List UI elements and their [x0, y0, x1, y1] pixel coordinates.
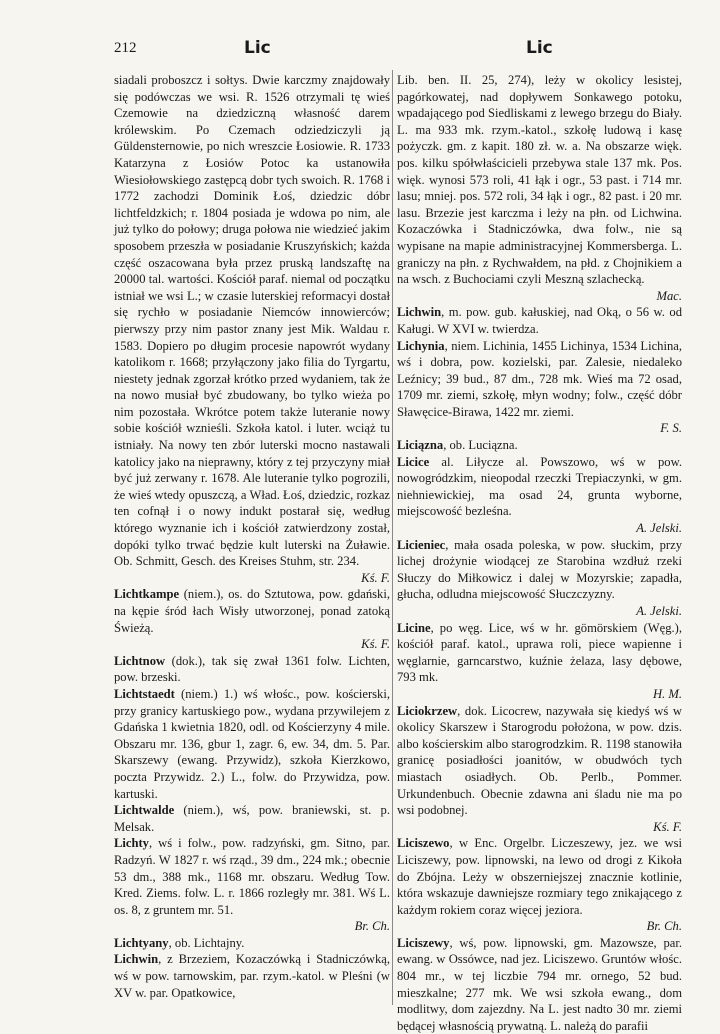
entry-headword: Lichtstaedt [114, 686, 175, 701]
dictionary-entry [397, 454, 682, 537]
entry-paragraph [397, 304, 682, 337]
dictionary-entry [397, 437, 682, 454]
entry-paragraph [397, 338, 682, 421]
entry-paragraph [397, 537, 682, 603]
entry-headword: Lichynia [397, 338, 445, 353]
dictionary-entry [397, 72, 682, 304]
entry-headword: Liciązna [397, 438, 444, 453]
dictionary-entry [114, 72, 390, 586]
entry-headword: Lichty [114, 836, 149, 851]
entry-paragraph [114, 653, 390, 686]
entry-headword: Lichtyany [114, 935, 169, 950]
entry-text: (niem.), os. do Sztutowa, pow. gdański, na kępie śród łach Wisły utworzonej, ponad zatoką Świeżą. [114, 587, 390, 635]
entry-signature: Kś. F. [653, 819, 682, 834]
entry-text: (niem.) 1.) wś włośc., pow. kościerski, przy granicy kartuskiego pow., wydana przywilejem z Gdańska 1 kwietnia 1820, odl. od Kościerzyny 4 mile. Obszaru mr. 136, gbur 1, zagr. 6, ew. 34, dm. 5. Par. Skarszewy (ewang. Przywidz), szkoła Kierzkowo, poczta Przywidz. 2.) L., folw. do Przywidza, pow. kartuski. [114, 686, 390, 801]
running-head-left: Lic [244, 38, 271, 58]
entry-headword: Liciokrzew [397, 703, 458, 718]
dictionary-entry [114, 951, 390, 1001]
entry-text: al. Liłycze al. Powszowo, wś w pow. nowogródzkim, nieopodal rzeczki Trepiaczynki, w gm. niehniewickiej, ma osad 24, grunta wyborne, miejscowość bezleśna. [397, 454, 682, 519]
page-header [114, 40, 682, 64]
entry-paragraph [114, 802, 390, 835]
entry-headword: Liciszewo [397, 836, 450, 851]
entry-paragraph [114, 72, 390, 570]
column-divider [392, 70, 393, 1005]
entry-headword: Licieniec [397, 537, 446, 552]
page-number: 212 [114, 40, 137, 56]
entry-paragraph [114, 935, 390, 952]
entry-paragraph [397, 437, 682, 454]
right-column [397, 72, 682, 1034]
entry-headword: Licice [397, 454, 430, 469]
entry-text: , niem. Lichinia, 1455 Lichinya, 1534 Lichina, wś i dobra, pow. kozielski, par. Zalesie, niedaleko Leźnicy; 39 bud., 87 dm., 728 mk. Wieś ma 72 osad, 1709 mr. ziemi, szkołę, młyn wodny; folw., część dóbr Sławęcice-Birawa, 1422 mr. ziemi. [397, 338, 682, 419]
entry-paragraph [397, 72, 682, 288]
entry-paragraph [397, 620, 682, 686]
dictionary-entry [114, 653, 390, 686]
entry-signature: Br. Ch. [354, 919, 390, 934]
entry-signature: Kś. F. [361, 570, 390, 585]
dictionary-entry [397, 338, 682, 438]
dictionary-entry [397, 935, 682, 1034]
entry-signature: A. Jelski. [636, 604, 682, 618]
entry-text: , po węg. Lice, wś w hr. gömörskiem (Węg.), kościół paraf. katol., uprawa roli, piece wapienne i węglarnie, garncarstwo, kuźnie żelaza, lasy dębowe, 793 mk. [397, 620, 682, 685]
entry-text: , mała osada poleska, w pow. słuckim, przy lichej drożynie wiodącej ze Starobina wzdłuż rzeki Słuczy do Miłkowicz i dalej w Mozyrskie; zapadła, głucha, odludna miejscowość Słuczczyzny. [397, 537, 682, 602]
entry-headword: Lichtkampe [114, 587, 180, 602]
entry-text: Lib. ben. II. 25, 274), leży w okolicy lesistej, pagórkowatej, nad dopływem Sonkawego potoku, wpadającego pod Siedliskami z lewego brzegu do Biały. L. ma 933 mk. rzym.-katol., szkołę ludową i kasę pożyczk. gm. z kapit. 180 zł. w. a. Na obszarze więk. pos. kilku spółwłaścicieli przebywa stale 137 mk. Pos. więk. wynosi 573 roli, 41 łąk i ogr., 53 past. i 714 mr. lasu; mniej. pos. 572 roli, 34 łąk i ogr., 82 past. i 20 mr. lasu. Brzezie jest karczma i leży na płn. od Lichwina. Kozaczówka i Stadniczówka, dwa folw., nie są wypisane na mapie administracyjnej Kommersberga. L. graniczy na płn. z Rychwałdem, na płd. z Chojnikiem a na wsch. z Buchociami czyli Meszną szlachecką. [397, 73, 682, 287]
entry-signature: Br. Ch. [646, 919, 682, 934]
entry-headword: Lichwin [397, 305, 442, 320]
entry-headword: Lichwin [114, 952, 159, 967]
entry-signature: Mac. [656, 288, 682, 303]
dictionary-entry [114, 686, 390, 802]
entry-signature: Kś. F. [361, 637, 390, 652]
entry-text: siadali proboszcz i sołtys. Dwie karczmy znajdowały się podówczas we wsi. R. 1526 otrzymali tę wieś Czemowie na dziedziczną własność darem królewskim. Po Czemach odziedziczyli ją Güldensternowie, po nich wreszcie Łosiowie. R. 1733 Katarzyna z Łosiów Potoc ka ustanowiła Wiesiołowskiego zastępcą dobr tych swoich. R. 1768 i 1772 zachodzi Dominik Łoś, dziedzic dóbr lichtfeldzkich; r. 1804 posiada je wdowa po nim, ale już tylko do połowy; druga połowa nie wiedzieć jakim sposobem przeszła w posiadanie Kruszyńskich; każda część oszacowana była przez pruską landszaftę na 20000 tal. wartości. Kościół paraf. niemal od początku istniał we wsi L.; w czasie luterskiej reformacyi dostał się rychło w posiadanie Niemców innowierców; pierwszy przy nim pastor znany jest Mik. Waldau r. 1583. Dopiero po długim procesie napowrót wydany katolikom r. 1668; przyłączony jako filia do Tyrgartu, niestety jednak zgorzał krótko przed wydaniem, tak że na nowo musiał być zbudowany, bo tylko wieża po nim pozostała. Wkrótce potem także luteranie nowy sobie kościół wznieśli. Szkoła katol. i luter. wciąż tu istniały. Na nowy ten zbór luterski mocno nastawali katolicy jako na nieprawny, który z tej przyczyny miał być już zerwany r. 1678. Ale luteranie tylko pogrozili, że wieś wtedy opuszczą, a Wład. Łoś, dziedzic, rozkaz ten cofnął i o nowy indukt postarał się, według którego wyznanie ich i kościół zatwierdzony został, dopóki tylko trwać będzie kult luterski na Żuławie. Ob. Schmitt, Gesch. des Kreises Stuhm, str. 234. [114, 73, 391, 569]
dictionary-entry [397, 835, 682, 935]
entry-signature: H. M. [652, 686, 682, 701]
entry-signature: F. S. [660, 421, 682, 436]
left-column [114, 72, 390, 1001]
dictionary-entry [114, 935, 390, 952]
entry-text: (niem.), wś, pow. braniewski, st. p. Melsak. [114, 803, 390, 834]
entry-headword: Lichtnow [114, 653, 166, 668]
entry-paragraph [114, 686, 390, 802]
dictionary-entry [397, 304, 682, 337]
dictionary-entry [397, 537, 682, 620]
entry-text: , m. pow. gub. kałuskiej, nad Oką, o 56 w. od Kaługi. W XVI w. twierdza. [397, 305, 682, 336]
entry-paragraph [114, 951, 390, 1001]
entry-headword: Liciszewy [397, 935, 450, 950]
entry-headword: Lichtwalde [114, 803, 175, 818]
entry-text: , wś i folw., pow. radzyński, gm. Sitno, par. Radzyń. W 1827 r. wś rząd., 39 dm., 224 mk.; obecnie 53 dm., 388 mk., 1168 mr. obszaru. Według Tow. Kred. Ziems. folw. L. r. 1866 rozległy mr. 381. Wś L. os. 8, z gruntem mr. 51. [114, 836, 390, 917]
running-head-right: Lic [526, 38, 553, 58]
entry-paragraph [397, 454, 682, 520]
dictionary-entry [397, 620, 682, 703]
dictionary-entry [114, 586, 390, 652]
dictionary-entry [114, 802, 390, 835]
entry-text: (dok.), tak się zwał 1361 folw. Lichten, pow. brzeski. [114, 653, 390, 685]
dictionary-entry [114, 835, 390, 935]
entry-text: , w Enc. Orgelbr. Liczeszewy, jez. we wsi Liciszewy, pow. lipnowski, na lewo od drogi z Kikoła do Zbójna. Leży w obszerniejszej znacznie kotlinie, która wskazuje dawniejsze rozmiary tego znikającego z każdym rokiem coraz więcej jeziora. [397, 836, 682, 917]
entry-paragraph [114, 835, 390, 918]
entry-headword: Licine [397, 620, 431, 635]
entry-text: , ob. Luciązna. [443, 438, 518, 453]
entry-text: , z Brzeziem, Kozaczówką i Stadniczówką, wś w pow. tarnowskim, par. rzym.-katol. w Pleśni (w XV w. par. Opatkowice, [114, 952, 390, 1000]
entry-text: , ob. Lichtajny. [168, 935, 245, 950]
entry-text: , wś, pow. lipnowski, gm. Mazowsze, par. ewang. w Ossówce, nad jez. Liciszewo. Gruntów włośc. 804 mr., w tej liczbie 794 mr. ornego, 52 bud. mieszkalne; 277 mk. We wsi szkoła ewang., dom modlitwy, dom zajezdny. Na L. jest nadto 30 mr. ziemi będącej własnością prywatną. L. należą do parafii [397, 935, 682, 1033]
entry-paragraph [397, 835, 682, 918]
entry-text: , dok. Licocrew, nazywała się kiedyś wś w okolicy Skarszew i Starogrodu położona, w pow. dzis. albo kościerskim albo starogrodzkim. R. 1198 stanowiła granicę posiadłości joanitów, w obudwóch tych miastach osiadłych. Ob. Perlb., Pommer. Urkundenbuch. Obecnie zdawna ani śladu nie ma po wsi podobnej. [397, 703, 682, 818]
entry-paragraph [397, 935, 682, 1034]
entry-paragraph [397, 703, 682, 819]
dictionary-entry [397, 703, 682, 836]
entry-paragraph [114, 586, 390, 636]
entry-signature: A. Jelski. [636, 521, 682, 536]
